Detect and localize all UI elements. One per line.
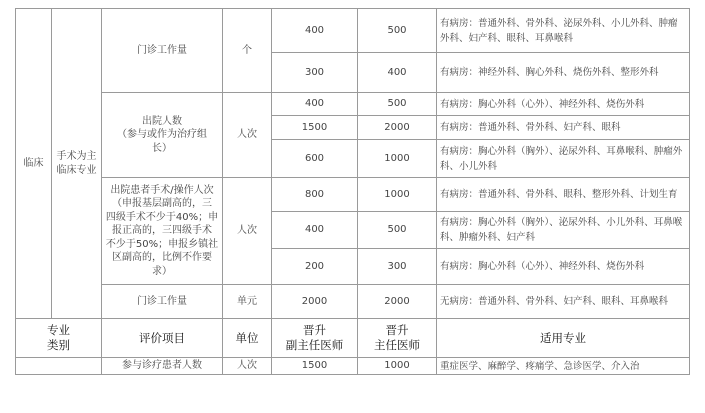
subcategory-line: 临床专业 [56,164,97,176]
specialty-cell: 无病房：普通外科、骨外科、妇产科、眼科、耳鼻喉科 [437,285,690,319]
header-line: 晋升 [303,323,326,337]
specialty-cell: 有病房：胸心外科（心外）、神经外科、烧伤外科 [437,249,690,285]
table-row [16,285,690,319]
header-line: 晋升 [385,323,409,337]
table-row [16,9,690,53]
header-category [16,319,102,358]
item-line: 区副高的，比例不作要 [112,252,212,264]
chief-value: 1000 [358,140,437,178]
specialty-cell: 有病房：神经外科、胸心外科、烧伤外科、整形外科 [437,53,690,93]
item-cell: 门诊工作量 [102,9,223,93]
chief-value: 1000 [358,178,437,212]
chief-value: 500 [358,93,437,116]
header-chief [358,319,437,358]
specialty-cell: 有病房：胸心外科（心外）、神经外科、烧伤外科 [437,93,690,116]
deputy-value: 1500 [272,358,358,375]
specialty-cell: 有病房：普通外科、骨外科、妇产科、眼科 [437,116,690,140]
specialty-cell: 有病房：普通外科、骨外科、泌尿外科、小儿外科、肿瘤外科、妇产科、眼科、耳鼻喉科 [437,9,690,53]
item-line: 出院人数 [142,115,182,127]
item-line: 报正高的，三四级手术 [112,225,212,237]
evaluation-table [15,8,690,375]
specialty-cell: 有病房：胸心外科（胸外）、泌尿外科、小儿外科、耳鼻喉科、肿瘤外科、妇产科 [437,212,690,249]
chief-value: 500 [358,9,437,53]
item-line: （申报基层副高的，三 [112,198,212,210]
unit-cell: 个 [223,9,272,93]
chief-value: 2000 [358,285,437,319]
table-row [16,358,690,375]
item-cell [102,93,223,178]
header-line: 专业 [47,323,70,337]
deputy-value: 400 [272,93,358,116]
specialty-cell: 有病房：普通外科、骨外科、眼科、整形外科、计划生育 [437,178,690,212]
subcategory-line: 手术为主 [56,150,97,162]
unit-cell: 人次 [223,358,272,375]
deputy-value: 300 [272,53,358,93]
header-specialty: 适用专业 [437,319,690,358]
header-item: 评价项目 [102,319,223,358]
header-line: 类别 [47,338,70,352]
deputy-value: 400 [272,9,358,53]
deputy-value: 1500 [272,116,358,140]
item-cell [102,178,223,285]
chief-value: 500 [358,212,437,249]
item-cell: 参与诊疗患者人数 [102,358,223,375]
category-cell [16,358,102,375]
deputy-value: 600 [272,140,358,178]
deputy-value: 400 [272,212,358,249]
specialty-cell: 重症医学、麻醉学、疼痛学、急诊医学、介入治 [437,358,690,375]
unit-cell: 人次 [223,93,272,178]
header-line: 副主任医师 [285,338,344,352]
table-row [16,178,690,212]
deputy-value: 2000 [272,285,358,319]
header-deputy [272,319,358,358]
category-cell: 临床 [16,9,52,319]
item-line: 求） [152,265,172,277]
unit-cell: 单元 [223,285,272,319]
chief-value: 1000 [358,358,437,375]
table-row [16,93,690,116]
unit-cell: 人次 [223,178,272,285]
subcategory-cell [52,9,102,319]
chief-value: 300 [358,249,437,285]
specialty-cell: 有病房：胸心外科（胸外）、泌尿外科、耳鼻喉科、肿瘤外科、小儿外科 [437,140,690,178]
item-line: 出院患者手术/操作人次 [110,184,214,196]
item-line: 长） [152,142,172,154]
table-header-row [16,319,690,358]
item-line: 不少于50%；申报乡镇社 [105,238,219,250]
header-unit: 单位 [223,319,272,358]
chief-value: 2000 [358,116,437,140]
item-cell: 门诊工作量 [102,285,223,319]
deputy-value: 200 [272,249,358,285]
item-line: 四级手术不少于40%；申 [105,211,219,223]
chief-value: 400 [358,53,437,93]
header-line: 主任医师 [374,338,420,352]
deputy-value: 800 [272,178,358,212]
item-line: （参与或作为治疗组 [117,129,207,141]
evaluation-table-container [15,8,689,375]
